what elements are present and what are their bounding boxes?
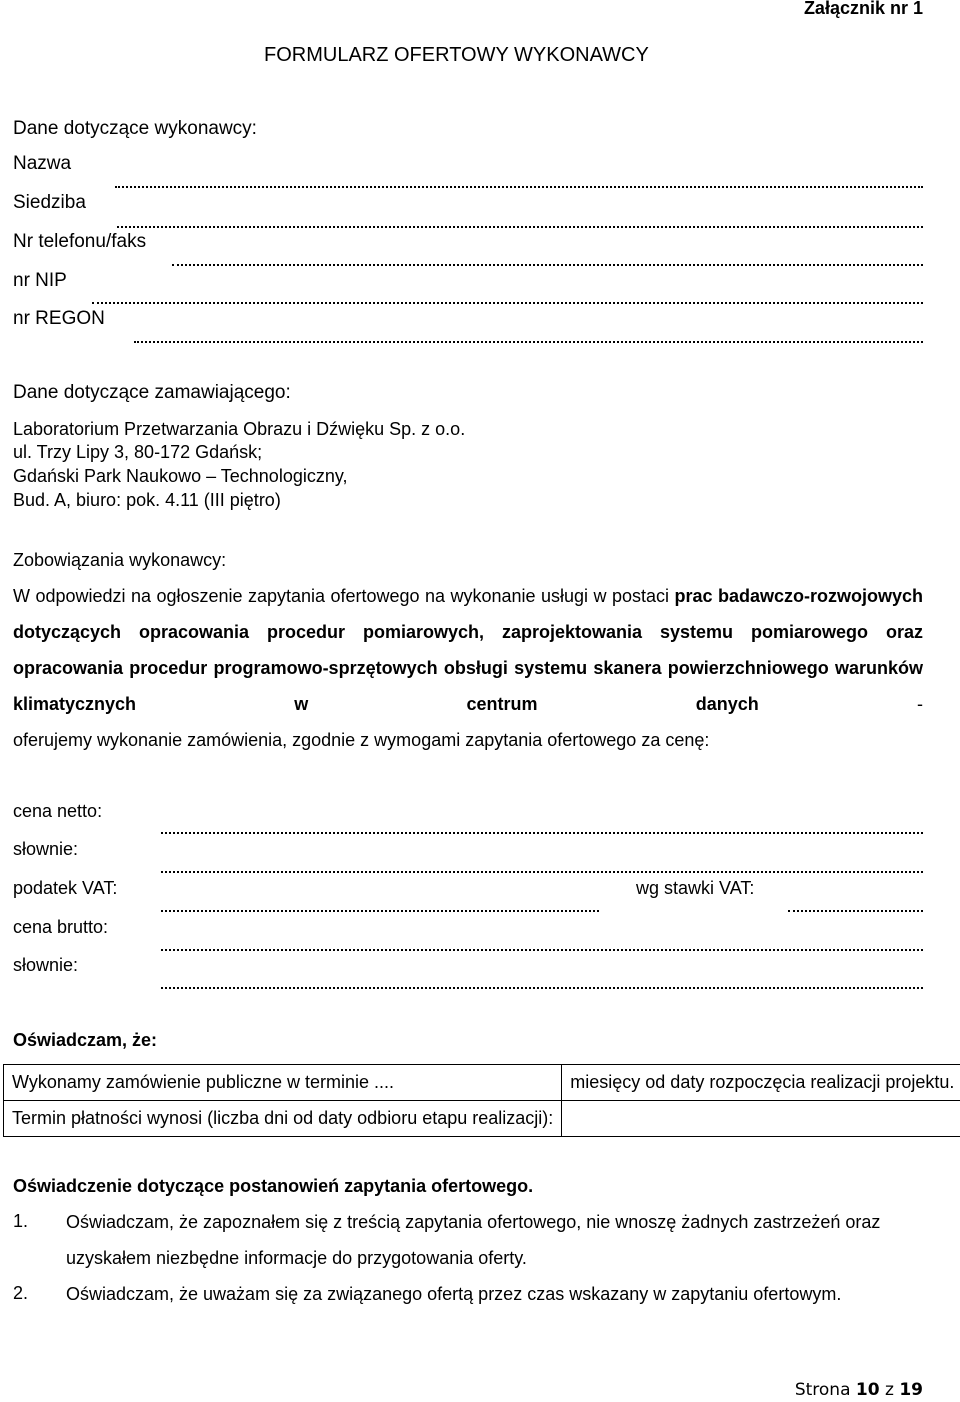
vat-label: podatek VAT: bbox=[13, 878, 118, 898]
vat-rate-line[interactable] bbox=[788, 910, 923, 912]
field-label-regon: nr REGON bbox=[13, 308, 105, 329]
obligations-service: prac badawczo-rozwojowych dotyczących opracowania procedur pomiarowych, zaprojektowania systemu pomiarowego oraz opracowania procedur programowo-sprzętowych obsługi systemu skanera powierzchniowego warunków klimatycznych w centrum danych bbox=[13, 586, 923, 714]
field-label-phone: Nr telefonu/faks bbox=[13, 231, 147, 252]
deadline-unit-cell: miesięcy od daty rozpoczęcia realizacji projektu. bbox=[562, 1065, 960, 1101]
declaration-heading: Oświadczam, że: bbox=[13, 1030, 158, 1050]
field-line-phone[interactable] bbox=[172, 264, 923, 266]
page-total: 19 bbox=[899, 1380, 923, 1400]
client-line: Laboratorium Przetwarzania Obrazu i Dźwięku Sp. z o.o. bbox=[13, 419, 466, 439]
obligations-intro: W odpowiedzi na ogłoszenie zapytania ofertowego na wykonanie usługi w postaci bbox=[13, 586, 670, 606]
client-line: ul. Trzy Lipy 3, 80-172 Gdańsk; bbox=[13, 442, 263, 462]
obligations-paragraph bbox=[13, 578, 923, 722]
net-words-line[interactable] bbox=[161, 871, 923, 873]
vat-amount-line[interactable] bbox=[161, 910, 599, 912]
table-row bbox=[4, 1065, 960, 1101]
page-title: FORMULARZ OFERTOWY WYKONAWCY bbox=[264, 44, 649, 66]
client-line: Bud. A, biuro: pok. 4.11 (III piętro) bbox=[13, 490, 281, 510]
net-price-line[interactable] bbox=[161, 832, 923, 834]
payment-term-label-cell: Termin płatności wynosi (liczba dni od daty odbioru etapu realizacji): bbox=[4, 1101, 562, 1137]
field-label-name: Nazwa bbox=[13, 153, 72, 174]
field-label-nip: nr NIP bbox=[13, 270, 67, 291]
statement-item-number: 2. bbox=[13, 1283, 29, 1303]
gross-price-label: cena brutto: bbox=[13, 917, 109, 937]
field-label-seat: Siedziba bbox=[13, 192, 86, 213]
field-line-seat[interactable] bbox=[117, 226, 923, 228]
obligations-outro: oferujemy wykonanie zamówienia, zgodnie z wymogami zapytania ofertowego za cenę: bbox=[13, 730, 710, 750]
statement-item-text: Oświadczam, że zapoznałem się z treścią zapytania ofertowego, nie wnoszę żadnych zastrzeżeń oraz uzyskałem niezbędne informacje do przygotowania oferty. bbox=[66, 1212, 881, 1268]
declaration-table bbox=[3, 1064, 960, 1137]
annex-label: Załącznik nr 1 bbox=[803, 0, 923, 18]
obligations-dash: - bbox=[758, 694, 924, 714]
statement-heading: Oświadczenie dotyczące postanowień zapytania ofertowego. bbox=[13, 1176, 534, 1196]
field-line-nip[interactable] bbox=[92, 302, 923, 304]
net-price-label: cena netto: bbox=[13, 801, 103, 821]
payment-term-input-cell[interactable] bbox=[562, 1101, 960, 1137]
obligations-heading: Zobowiązania wykonawcy: bbox=[13, 550, 227, 570]
vat-rate-label: wg stawki VAT: bbox=[636, 878, 755, 898]
net-words-label: słownie: bbox=[13, 839, 79, 859]
client-heading: Dane dotyczące zamawiającego: bbox=[13, 382, 291, 403]
contractor-heading: Dane dotyczące wykonawcy: bbox=[13, 118, 257, 139]
field-line-name[interactable] bbox=[115, 186, 923, 188]
table-row bbox=[4, 1101, 960, 1137]
statement-item-number: 1. bbox=[13, 1211, 29, 1231]
gross-price-line[interactable] bbox=[161, 949, 923, 951]
page-prefix: Strona bbox=[794, 1380, 851, 1400]
statement-item-text: Oświadczam, że uważam się za związanego ofertą przez czas wskazany w zapytaniu ofertowym. bbox=[66, 1284, 842, 1304]
client-line: Gdański Park Naukowo – Technologiczny, bbox=[13, 466, 348, 486]
page-number bbox=[795, 1380, 923, 1400]
deadline-cell: Wykonamy zamówienie publiczne w terminie .... bbox=[4, 1065, 562, 1101]
gross-words-label: słownie: bbox=[13, 955, 79, 975]
page-current: 10 bbox=[855, 1380, 880, 1400]
page-separator: z bbox=[884, 1380, 894, 1400]
gross-words-line[interactable] bbox=[161, 987, 923, 989]
field-line-regon[interactable] bbox=[134, 341, 923, 343]
